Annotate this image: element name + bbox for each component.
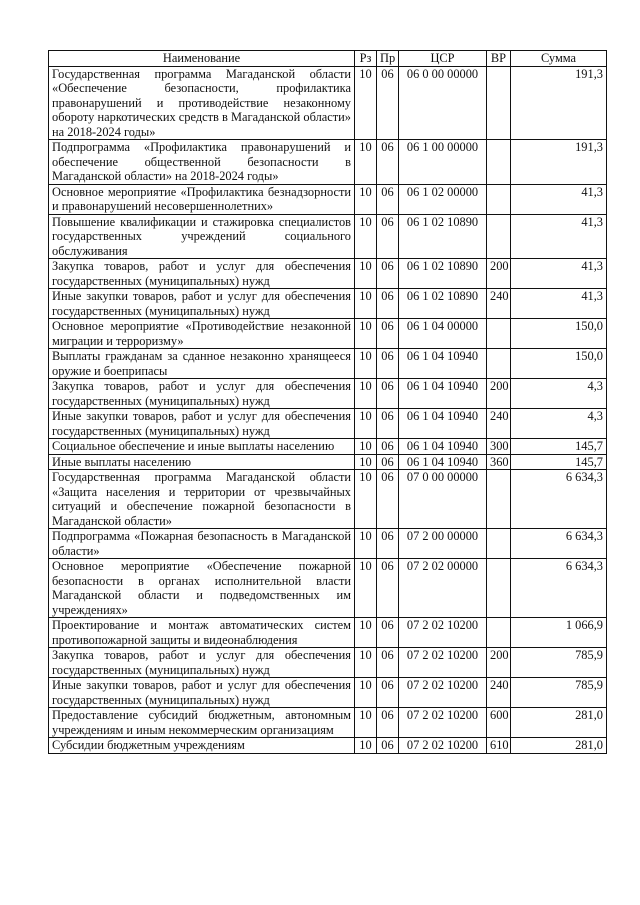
table-row bbox=[49, 678, 607, 708]
cell-pr: 06 bbox=[377, 319, 399, 349]
cell-sum: 785,9 bbox=[511, 648, 607, 678]
table-row bbox=[49, 214, 607, 259]
cell-csr: 06 0 00 00000 bbox=[399, 66, 487, 140]
cell-csr: 06 1 02 00000 bbox=[399, 184, 487, 214]
cell-rz: 10 bbox=[355, 349, 377, 379]
cell-csr: 07 0 00 00000 bbox=[399, 470, 487, 529]
table-row bbox=[49, 184, 607, 214]
cell-name: Иные выплаты населению bbox=[49, 454, 355, 470]
cell-rz: 10 bbox=[355, 439, 377, 455]
cell-csr: 06 1 04 10940 bbox=[399, 349, 487, 379]
budget-table bbox=[48, 50, 607, 754]
table-row bbox=[49, 559, 607, 618]
cell-rz: 10 bbox=[355, 738, 377, 754]
table-row bbox=[49, 708, 607, 738]
cell-pr: 06 bbox=[377, 409, 399, 439]
cell-rz: 10 bbox=[355, 470, 377, 529]
cell-name: Субсидии бюджетным учреждениям bbox=[49, 738, 355, 754]
cell-name: Социальное обеспечение и иные выплаты населению bbox=[49, 439, 355, 455]
cell-sum: 41,3 bbox=[511, 214, 607, 259]
cell-csr: 06 1 04 00000 bbox=[399, 319, 487, 349]
header-vr: ВР bbox=[487, 51, 511, 67]
cell-pr: 06 bbox=[377, 66, 399, 140]
cell-pr: 06 bbox=[377, 140, 399, 185]
cell-sum: 150,0 bbox=[511, 319, 607, 349]
cell-csr: 07 2 02 10200 bbox=[399, 648, 487, 678]
cell-pr: 06 bbox=[377, 454, 399, 470]
cell-vr: 610 bbox=[487, 738, 511, 754]
cell-pr: 06 bbox=[377, 648, 399, 678]
cell-name: Подпрограмма «Пожарная безопасность в Магаданской области» bbox=[49, 529, 355, 559]
cell-vr bbox=[487, 140, 511, 185]
cell-csr: 06 1 02 10890 bbox=[399, 289, 487, 319]
cell-vr bbox=[487, 618, 511, 648]
cell-vr bbox=[487, 184, 511, 214]
cell-rz: 10 bbox=[355, 648, 377, 678]
cell-sum: 6 634,3 bbox=[511, 529, 607, 559]
header-csr: ЦСР bbox=[399, 51, 487, 67]
table-header-row bbox=[49, 51, 607, 67]
cell-name: Иные закупки товаров, работ и услуг для обеспечения государственных (муниципальных) нужд bbox=[49, 678, 355, 708]
cell-sum: 41,3 bbox=[511, 184, 607, 214]
cell-name: Основное мероприятие «Противодействие незаконной миграции и терроризму» bbox=[49, 319, 355, 349]
cell-pr: 06 bbox=[377, 379, 399, 409]
cell-pr: 06 bbox=[377, 470, 399, 529]
table-row bbox=[49, 470, 607, 529]
cell-vr: 360 bbox=[487, 454, 511, 470]
cell-pr: 06 bbox=[377, 618, 399, 648]
cell-name: Иные закупки товаров, работ и услуг для обеспечения государственных (муниципальных) нужд bbox=[49, 289, 355, 319]
table-row bbox=[49, 259, 607, 289]
cell-sum: 6 634,3 bbox=[511, 559, 607, 618]
cell-sum: 145,7 bbox=[511, 454, 607, 470]
cell-csr: 07 2 02 10200 bbox=[399, 738, 487, 754]
cell-pr: 06 bbox=[377, 529, 399, 559]
cell-sum: 785,9 bbox=[511, 678, 607, 708]
table-row bbox=[49, 349, 607, 379]
table-row bbox=[49, 140, 607, 185]
cell-name: Закупка товаров, работ и услуг для обеспечения государственных (муниципальных) нужд bbox=[49, 259, 355, 289]
cell-name: Закупка товаров, работ и услуг для обеспечения государственных (муниципальных) нужд bbox=[49, 379, 355, 409]
cell-vr: 240 bbox=[487, 289, 511, 319]
cell-rz: 10 bbox=[355, 379, 377, 409]
cell-sum: 191,3 bbox=[511, 140, 607, 185]
cell-rz: 10 bbox=[355, 289, 377, 319]
cell-sum: 145,7 bbox=[511, 439, 607, 455]
cell-sum: 6 634,3 bbox=[511, 470, 607, 529]
cell-rz: 10 bbox=[355, 66, 377, 140]
cell-sum: 41,3 bbox=[511, 289, 607, 319]
cell-rz: 10 bbox=[355, 259, 377, 289]
cell-vr: 240 bbox=[487, 678, 511, 708]
cell-sum: 191,3 bbox=[511, 66, 607, 140]
table-row bbox=[49, 379, 607, 409]
cell-pr: 06 bbox=[377, 184, 399, 214]
cell-name: Повышение квалификации и стажировка специалистов государственных учреждений социального обслуживания bbox=[49, 214, 355, 259]
cell-rz: 10 bbox=[355, 678, 377, 708]
table-row bbox=[49, 289, 607, 319]
cell-csr: 06 1 02 10890 bbox=[399, 259, 487, 289]
cell-sum: 281,0 bbox=[511, 738, 607, 754]
table-row bbox=[49, 529, 607, 559]
table-row bbox=[49, 738, 607, 754]
table-row bbox=[49, 66, 607, 140]
cell-pr: 06 bbox=[377, 708, 399, 738]
cell-vr bbox=[487, 66, 511, 140]
cell-vr: 200 bbox=[487, 259, 511, 289]
cell-pr: 06 bbox=[377, 559, 399, 618]
header-name: Наименование bbox=[49, 51, 355, 67]
cell-rz: 10 bbox=[355, 214, 377, 259]
cell-vr bbox=[487, 214, 511, 259]
cell-csr: 07 2 02 10200 bbox=[399, 618, 487, 648]
table-row bbox=[49, 439, 607, 455]
cell-csr: 07 2 02 10200 bbox=[399, 708, 487, 738]
cell-csr: 06 1 04 10940 bbox=[399, 439, 487, 455]
cell-name: Подпрограмма «Профилактика правонарушений и обеспечение общественной безопасности в Магаданской области» на 2018-2024 годы» bbox=[49, 140, 355, 185]
cell-vr: 200 bbox=[487, 648, 511, 678]
cell-csr: 06 1 00 00000 bbox=[399, 140, 487, 185]
table-row bbox=[49, 648, 607, 678]
cell-sum: 4,3 bbox=[511, 409, 607, 439]
cell-pr: 06 bbox=[377, 259, 399, 289]
cell-csr: 07 2 00 00000 bbox=[399, 529, 487, 559]
cell-rz: 10 bbox=[355, 708, 377, 738]
header-pr: Пр bbox=[377, 51, 399, 67]
cell-pr: 06 bbox=[377, 738, 399, 754]
cell-pr: 06 bbox=[377, 678, 399, 708]
cell-name: Государственная программа Магаданской области «Обеспечение безопасности, профилактика правонарушений и противодействие незаконному обороту наркотических средств в Магаданской области» на 2018-2024 годы» bbox=[49, 66, 355, 140]
cell-csr: 06 1 02 10890 bbox=[399, 214, 487, 259]
cell-pr: 06 bbox=[377, 214, 399, 259]
cell-csr: 07 2 02 10200 bbox=[399, 678, 487, 708]
cell-rz: 10 bbox=[355, 559, 377, 618]
cell-rz: 10 bbox=[355, 529, 377, 559]
cell-csr: 06 1 04 10940 bbox=[399, 454, 487, 470]
table-row bbox=[49, 409, 607, 439]
cell-name: Государственная программа Магаданской области «Защита населения и территории от чрезвычайных ситуаций и обеспечение пожарной безопасности в Магаданской области» bbox=[49, 470, 355, 529]
table-row bbox=[49, 319, 607, 349]
cell-vr bbox=[487, 319, 511, 349]
cell-vr: 300 bbox=[487, 439, 511, 455]
cell-rz: 10 bbox=[355, 618, 377, 648]
cell-rz: 10 bbox=[355, 140, 377, 185]
cell-name: Выплаты гражданам за сданное незаконно хранящееся оружие и боеприпасы bbox=[49, 349, 355, 379]
cell-sum: 1 066,9 bbox=[511, 618, 607, 648]
cell-name: Проектирование и монтаж автоматических систем противопожарной защиты и видеонаблюдения bbox=[49, 618, 355, 648]
cell-name: Закупка товаров, работ и услуг для обеспечения государственных (муниципальных) нужд bbox=[49, 648, 355, 678]
header-rz: Рз bbox=[355, 51, 377, 67]
cell-csr: 06 1 04 10940 bbox=[399, 379, 487, 409]
table-row bbox=[49, 618, 607, 648]
cell-name: Основное мероприятие «Профилактика безнадзорности и правонарушений несовершеннолетних» bbox=[49, 184, 355, 214]
cell-vr bbox=[487, 470, 511, 529]
cell-sum: 4,3 bbox=[511, 379, 607, 409]
cell-rz: 10 bbox=[355, 409, 377, 439]
cell-rz: 10 bbox=[355, 319, 377, 349]
cell-sum: 150,0 bbox=[511, 349, 607, 379]
cell-vr: 200 bbox=[487, 379, 511, 409]
cell-vr: 240 bbox=[487, 409, 511, 439]
cell-vr bbox=[487, 559, 511, 618]
cell-name: Иные закупки товаров, работ и услуг для обеспечения государственных (муниципальных) нужд bbox=[49, 409, 355, 439]
cell-vr: 600 bbox=[487, 708, 511, 738]
cell-pr: 06 bbox=[377, 439, 399, 455]
cell-csr: 07 2 02 00000 bbox=[399, 559, 487, 618]
cell-rz: 10 bbox=[355, 454, 377, 470]
cell-rz: 10 bbox=[355, 184, 377, 214]
cell-csr: 06 1 04 10940 bbox=[399, 409, 487, 439]
cell-vr bbox=[487, 349, 511, 379]
cell-sum: 281,0 bbox=[511, 708, 607, 738]
cell-vr bbox=[487, 529, 511, 559]
table-row bbox=[49, 454, 607, 470]
table-body bbox=[49, 66, 607, 753]
cell-sum: 41,3 bbox=[511, 259, 607, 289]
cell-name: Предоставление субсидий бюджетным, автономным учреждениям и иным некоммерческим организациям bbox=[49, 708, 355, 738]
cell-name: Основное мероприятие «Обеспечение пожарной безопасности в органах исполнительной власти Магаданской области и подведомственных им учреждениях» bbox=[49, 559, 355, 618]
cell-pr: 06 bbox=[377, 349, 399, 379]
header-sum: Сумма bbox=[511, 51, 607, 67]
cell-pr: 06 bbox=[377, 289, 399, 319]
